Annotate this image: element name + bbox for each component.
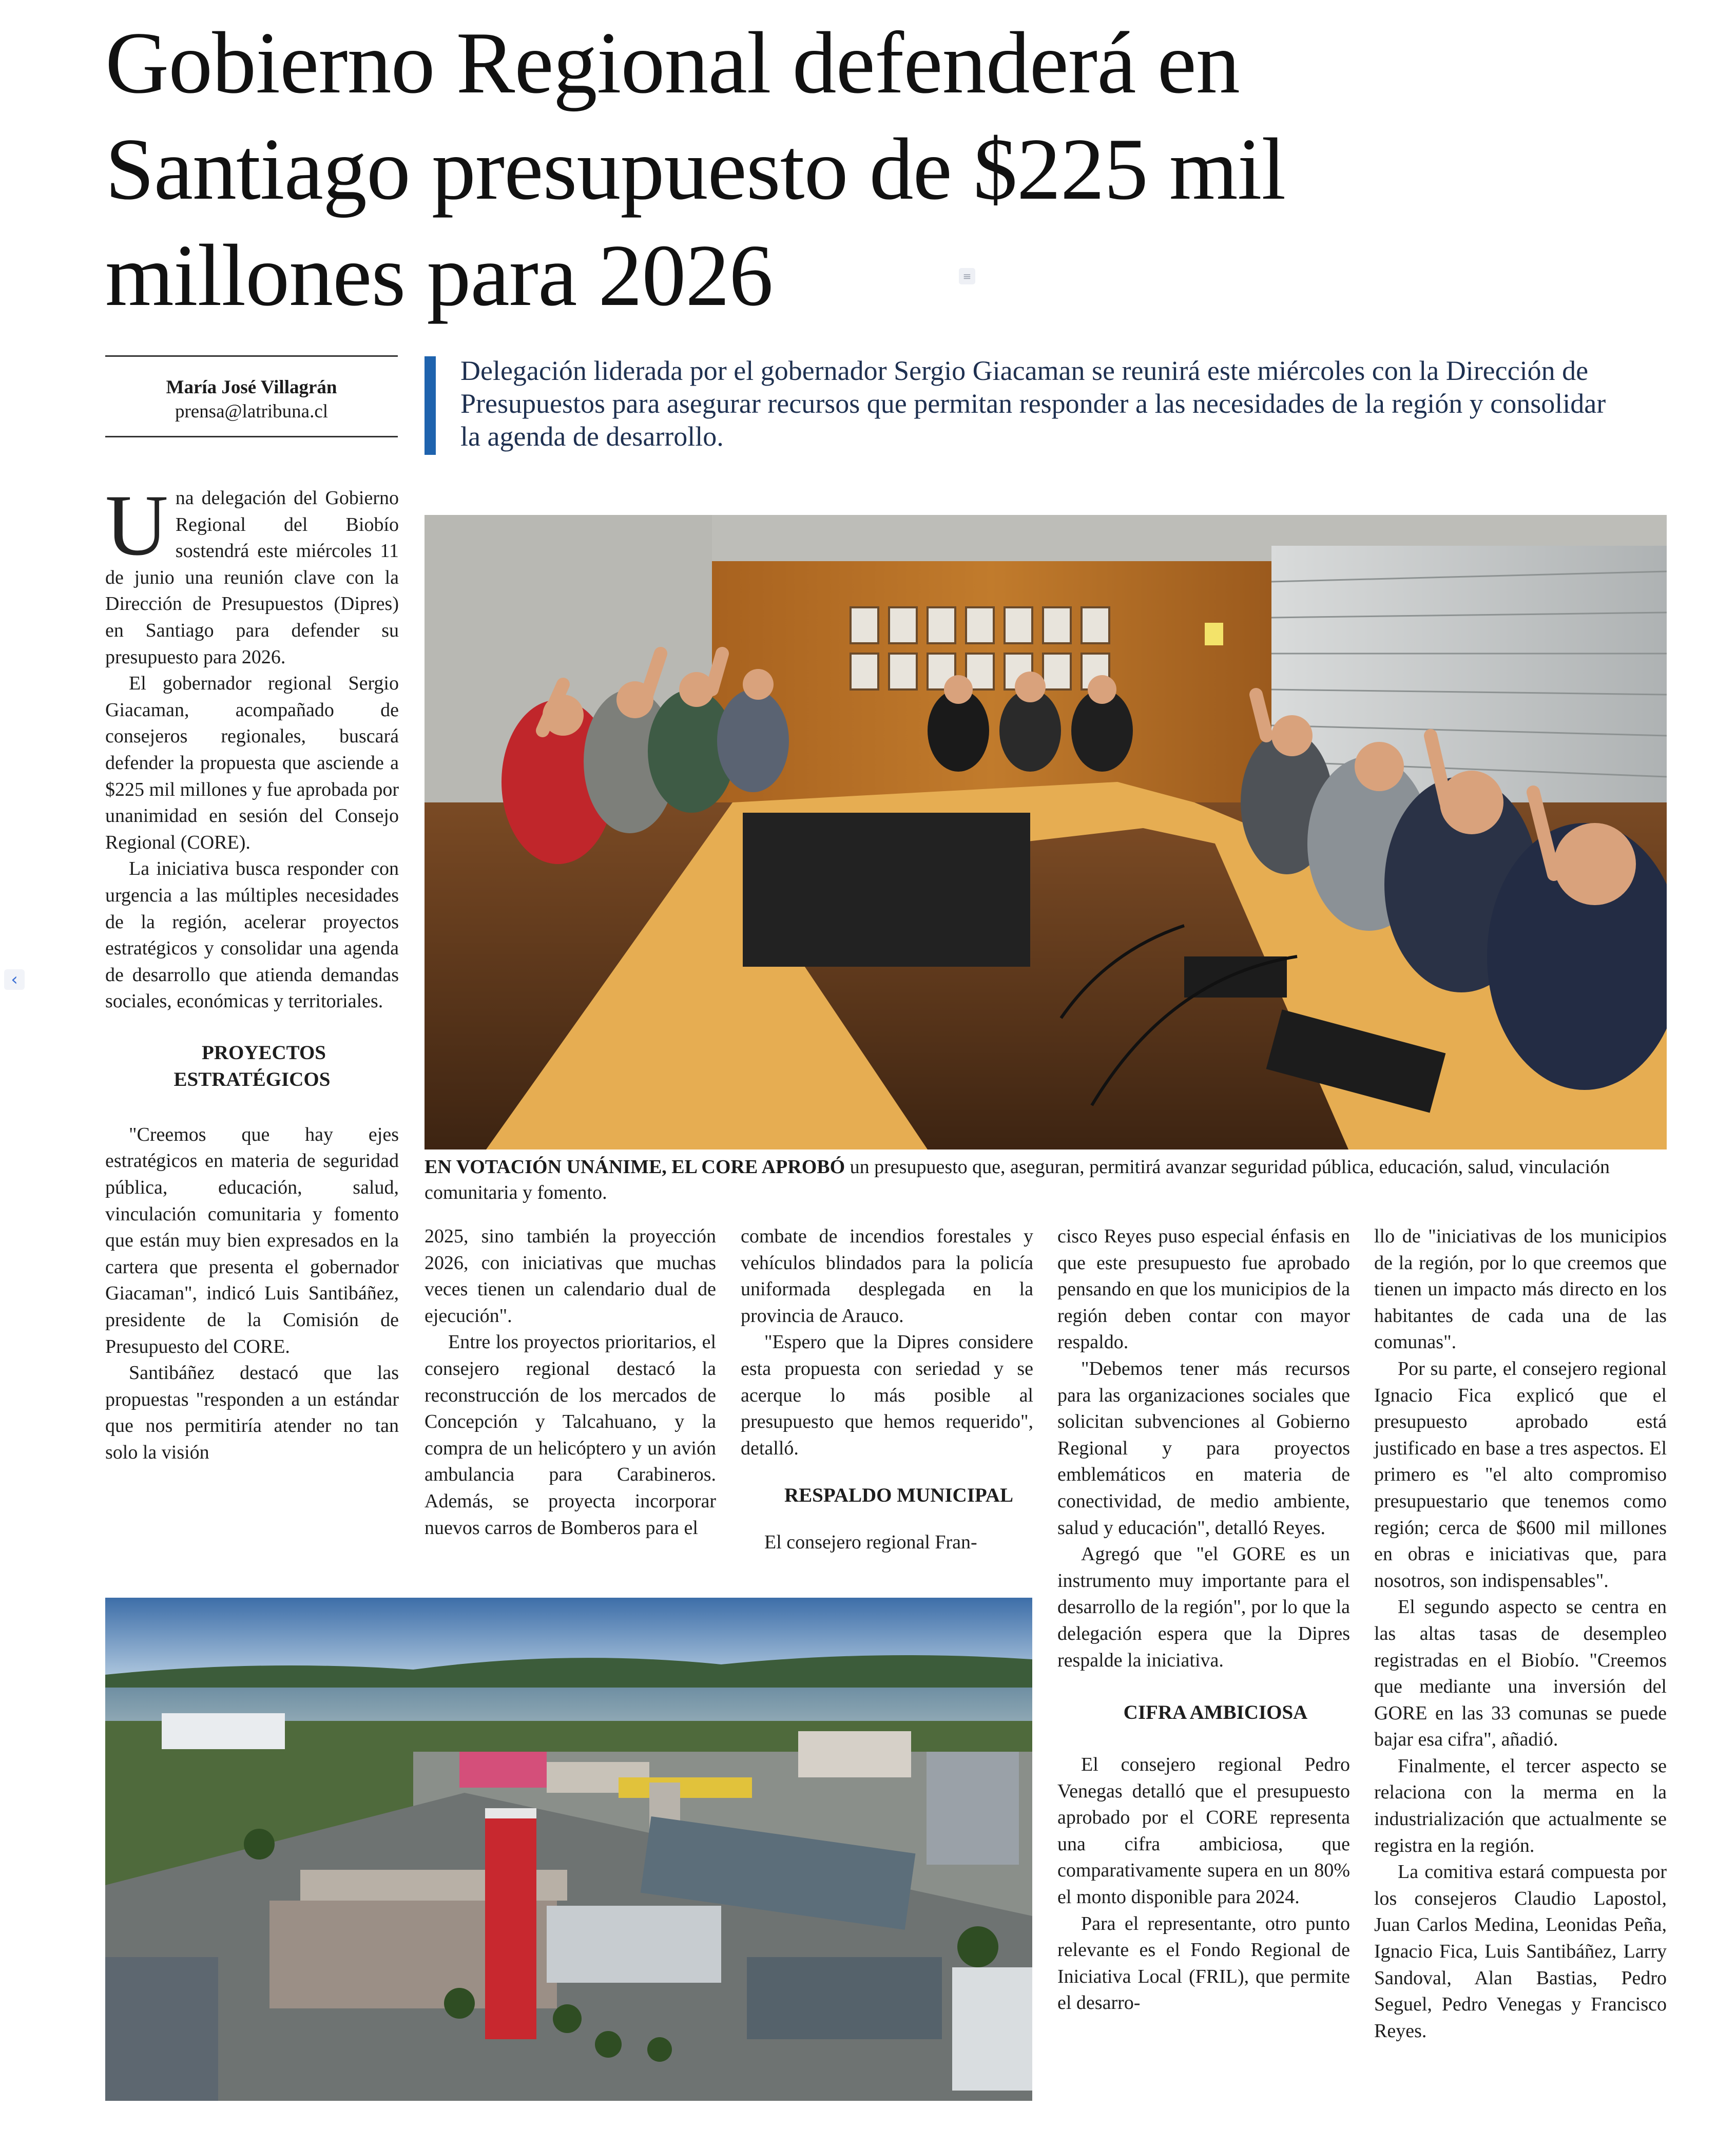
text-column-5 (1374, 1223, 1667, 2044)
text-column-4 (1057, 1223, 1350, 2017)
paragraph: llo de "iniciativas de los municipios de la región, por lo que creemos que tienen un impacto más directo en los habitantes de cada una de las comunas". (1374, 1225, 1667, 1353)
paragraph: cisco Reyes puso especial énfasis en que este presupuesto fue aprobado pensando en que los municipios de la región deben contar con mayor respaldo. (1057, 1225, 1350, 1353)
paragraph: "Espero que la Dipres considere esta propuesta con seriedad y se acerque lo más posible al presupuesto que hemos requerido", detalló. (741, 1331, 1033, 1459)
aerial-city-photo (105, 1598, 1032, 2101)
caption-lead: EN VOTACIÓN UNÁNIME, EL CORE APROBÓ (425, 1156, 845, 1178)
paragraph: Por su parte, el consejero regional Ignacio Fica explicó que el presupuesto aprobado está justificado en base a tres aspectos. El primero es "el alto compromiso presupuestario que tenemos como región; cerca de $600 mil millones en obras e iniciativas que, para nosotros, son indispensables". (1374, 1357, 1667, 1592)
section-subhead: CIFRA AMBICIOSA (1123, 1701, 1308, 1724)
text-column-1 (105, 477, 399, 1466)
council-vote-photo (425, 515, 1667, 1149)
headline: Gobierno Regional defenderá en Santiago presupuesto de $225 mil millones para 2026 (105, 14, 1286, 324)
paragraph: El gobernador regional Sergio Giacaman, acompañado de consejeros regionales, buscará defender la propuesta que asciende a $225 mil millones y fue aprobada por unanimidad en sesión del Consejo Regional (CORE). (105, 673, 399, 853)
paragraph: Finalmente, el tercer aspecto se relaciona con la merma en la industrialización que actualmente se registra en la región. (1374, 1755, 1667, 1856)
paragraph: El segundo aspecto se centra en las altas tasas de desempleo registradas en el Biobío. "Creemos que mediante una inversión del GORE en las 33 comunas se puede bajar esa cifra", añadió. (1374, 1596, 1667, 1751)
paragraph: La iniciativa busca responder con urgencia a las múltiples necesidades de la región, acelerar proyectos estratégicos y consolidar una agenda de desarrollo que atienda demandas sociales, económicas y territoriales. (105, 858, 399, 1012)
byline (105, 355, 398, 437)
deck-accent-bar (425, 356, 436, 455)
deck-summary: Delegación liderada por el gobernador Sergio Giacaman se reunirá este miércoles con la Dirección de Presupuestos para asegurar recursos que permitan responder a las necesidades de la región y consolidar la agenda de desarrollo. (460, 355, 1606, 452)
paragraph: 2025, sino también la proyección 2026, con iniciativas que muchas veces tienen un calendario dual de ejecución". (425, 1225, 716, 1327)
text-column-3 (741, 1223, 1033, 1556)
paragraph: "Debemos tener más recursos para las organizaciones sociales que solicitan subvenciones al Gobierno Regional y para proyectos emblemáticos en materia de conectividad, de medio ambiente, salud y educación", detalló Reyes. (1057, 1357, 1350, 1539)
paragraph: combate de incendios forestales y vehículos blindados para la policía uniformada desplegada en la provincia de Arauco. (741, 1225, 1033, 1327)
paragraph: "Creemos que hay ejes estratégicos en materia de seguridad pública, educación, salud, vinculación comunitaria y fomento que están muy bien expresados en la cartera que presenta el gobernador Giacaman", indicó Luis Santibáñez, presidente de la Comisión de Presupuesto del CORE. (105, 1123, 399, 1357)
caption-text: un presupuesto que, aseguran, permitirá avanzar seguridad pública, educación, salud, vinculación comunitaria y fomento. (425, 1156, 1610, 1203)
paragraph: El consejero regional Fran- (764, 1531, 977, 1554)
paragraph: Para el representante, otro punto relevante es el Fondo Regional de Iniciativa Local (FRIL), que permite el desarro- (1057, 1912, 1350, 2014)
paragraph: na delegación del Gobierno Regional del Biobío sostendrá este miércoles 11 de junio una reunión clave con la Dirección de Presupuestos (Dipres) en Santiago para defender su presupuesto para 2026. (105, 487, 399, 668)
author-name: María José Villagrán (166, 377, 337, 398)
paragraph: Agregó que "el GORE es un instrumento muy importante para el desarrollo de la región", por lo que la delegación espera que la Dipres respalde la iniciativa. (1057, 1543, 1350, 1671)
section-subhead: PROYECTOS ESTRATÉGICOS (173, 1041, 331, 1090)
paragraph: Santibáñez destacó que las propuestas "responden a un estándar que nos permitiría atender no tan solo la visión (105, 1362, 399, 1463)
text-column-2 (425, 1223, 716, 1541)
paragraph: El consejero regional Pedro Venegas detalló que el presupuesto aprobado por el CORE representa una cifra ambiciosa, que comparativamente supera en un 80% el monto disponible para 2024. (1057, 1754, 1350, 1908)
paragraph: La comitiva estará compuesta por los consejeros Claudio Lapostol, Juan Carlos Medina, Leonidas Peña, Ignacio Fica, Luis Santibáñez, Larry Sandoval, Alan Bastias, Pedro Seguel, Pedro Venegas y Francisco Reyes. (1374, 1861, 1667, 2042)
section-subhead: RESPALDO MUNICIPAL (784, 1484, 1013, 1507)
author-email[interactable]: prensa@latribuna.cl (175, 401, 329, 422)
edit-icon[interactable]: ≡ (959, 268, 975, 284)
photo-caption (425, 1154, 1621, 1205)
dropcap: U (105, 477, 168, 573)
chevron-left-icon[interactable]: ‹ (4, 969, 25, 990)
paragraph: Entre los proyectos prioritarios, el consejero regional destacó la reconstrucción de los mercados de Concepción y Talcahuano, y la compra de un helicóptero y un avión ambulancia para Carabineros. Además, se proyecta incorporar nuevos carros de Bomberos para el (425, 1331, 716, 1539)
